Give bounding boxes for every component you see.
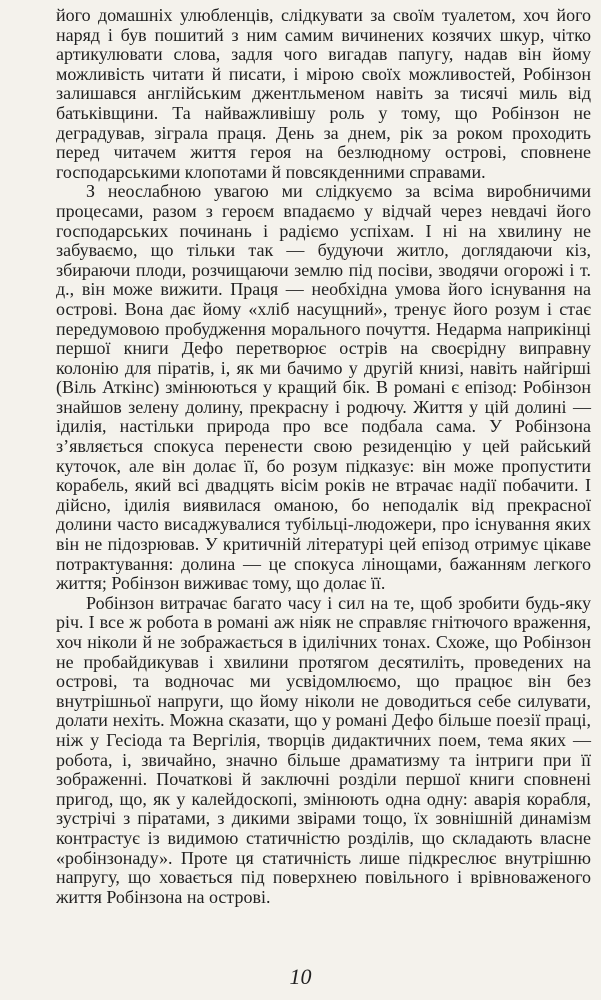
paragraph-labor-processes: З неослабною увагою ми слідкуємо за всіма виробничими процесами, разом з героєм впадаємо у відчай через невдачі його господарських починань і радіємо успіхам. І ні на хвилину не забуваємо, що тільки так — будуючи житло, доглядаючи кіз, збираючи плоди, розчищаючи землю під посіви, зводячи огорожі і т. д., він може вижити. Праця — необхідна умова його існування на острові. Вона дає йому «хліб насущний», тренує його розум і стає передумовою пробудження морального почуття. Недарма наприкінці першої книги Дефо перетворює острів на своєрідну виправну колонію для піратів, і, як ми бачимо у другій книзі, навіть найгірші (Віль Аткінс) змінюються у кращий бік. В романі є епізод: Робінзон знайшов зелену долину, прекрасну і родючу. Життя у цій долині — ідилія, настільки природа про все подбала сама. У Робінзона з’являється спокуса перенести свою резиденцію у цей райський куточок, але він долає її, бо розум підказує: він може пропустити корабель, який всі двадцять вісім років не втрачає надії побачити. І дійсно, ідилія виявилася оманою, бо неподалік від прекрасної долини часто висаджувалися тубільці-людожери, про існування яких він не підозрював. У критичній літературі цей епізод отримує цікаве потрактування: долина — це спокуса лінощами, бажанням легкого життя; Робінзон виживає тому, що долає її. bbox=[56, 181, 591, 594]
page-number: 10 bbox=[289, 964, 312, 989]
paragraph-continued: його домашніх улюбленців, слідкувати за своїм туалетом, хоч його наряд і був пошитий з ним самим вичинених козячих шкур, чітко артикулювати слова, задля чого вигадав папугу, надав він йому можливість читати й писати, і мірою своїх можливостей, Робінзон залишався англійським джентльменом навіть за тисячі миль від батьківщини. Та найважливішу роль у тому, що Робінзон не деградував, зіграла праця. День за днем, рік за роком проходить перед читачем життя героя на безлюдному острові, сповнене господарськими клопотами й повсякденними справами. bbox=[56, 5, 591, 182]
book-page-body bbox=[56, 6, 591, 907]
paragraph-labor-poetry: Робінзон витрачає багато часу і сил на те, щоб зробити будь-яку річ. І все ж робота в романі аж ніяк не справляє гнітючого враження, хоч ніколи й не зображається в ідилічних тонах. Схоже, що Робінзон не пробайдикував і хвилини протягом десятиліть, проведених на острові, та водночас ми усвідомлюємо, що працює він без внутрішньої напруги, що йому ніколи не доводиться себе силувати, долати нехіть. Можна сказати, що у романі Дефо більше поезії праці, ніж у Гесіода та Вергілія, творців дидактичних поем, тема яких — робота, і, звичайно, значно більше драматизму та інтриги при її зображенні. Початкові й заключні розділи першої книги сповнені пригод, що, як у калейдоскопі, змінюють одна одну: аварія корабля, зустрічі з піратами, з дикими звірами тощо, їх зовнішній динамізм контрастує із видимою статичністю розділів, що складають власне «робінзонаду». Проте ця статичність лише підкреслює внутрішню напругу, що ховається під поверхнею повільного і врівноваженого життя Робінзона на острові. bbox=[56, 592, 591, 907]
